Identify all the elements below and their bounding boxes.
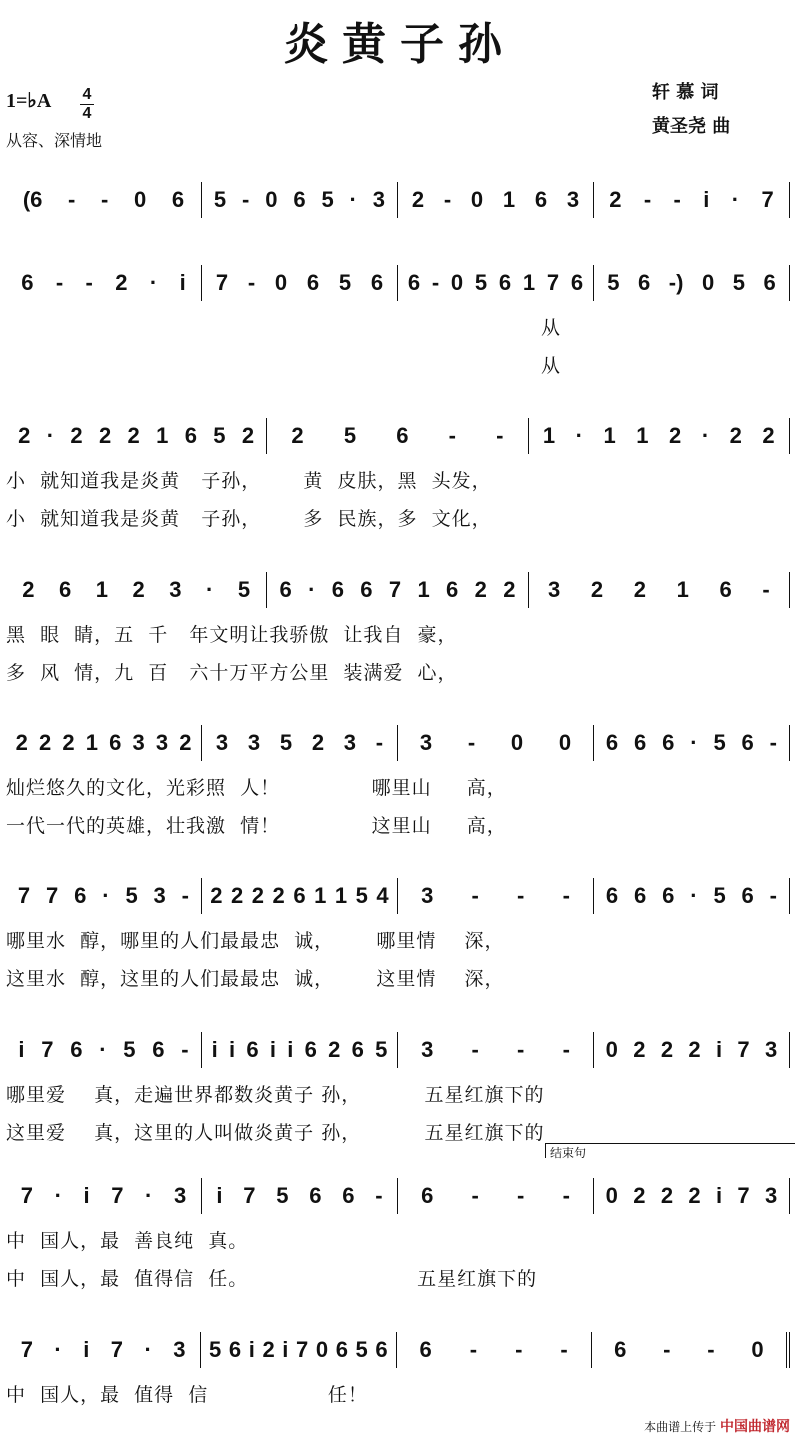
note: - <box>517 1183 525 1208</box>
note: 5 <box>713 883 726 908</box>
note: 6 <box>109 730 122 755</box>
note: · <box>701 423 710 448</box>
lyric-line: 黑 眼 睛，五 千 年文明让我骄傲 让我自 豪， <box>6 624 458 646</box>
key-signature: 1=♭A <box>6 90 52 112</box>
note: 3 <box>547 577 561 602</box>
note: · <box>99 1037 107 1062</box>
measure <box>6 182 202 218</box>
note: i <box>179 270 186 295</box>
note: 0 <box>701 270 715 295</box>
note: 7 <box>737 1183 750 1208</box>
lyric-line: 哪里水 醇，哪里的人们最最忠 诚， 哪里情 深， <box>6 930 505 952</box>
note: - <box>467 730 476 755</box>
note: 5 <box>125 883 138 908</box>
note: 0 <box>315 1337 329 1362</box>
note: 5 <box>279 730 293 755</box>
note: 2 <box>688 1183 701 1208</box>
note: · <box>54 1183 62 1208</box>
note: i <box>83 1337 90 1362</box>
note: - <box>643 187 652 212</box>
note: 6 <box>342 1183 355 1208</box>
note: i <box>83 1183 90 1208</box>
measure <box>201 1332 396 1368</box>
measure <box>594 1032 790 1068</box>
note: - <box>562 883 570 908</box>
note: - <box>517 1037 525 1062</box>
note: 5 <box>474 270 488 295</box>
staff-system <box>6 182 790 218</box>
note: 2 <box>62 730 75 755</box>
measure <box>202 1032 398 1068</box>
measure <box>529 418 790 454</box>
note: i <box>248 1337 255 1362</box>
note: 2 <box>633 577 646 602</box>
note: 7 <box>243 1183 256 1208</box>
note: 5 <box>213 187 227 212</box>
note: 2 <box>22 577 35 602</box>
note: 7 <box>546 270 560 295</box>
staff-system <box>6 265 790 377</box>
measure <box>594 1178 790 1214</box>
lyric-line: 这里爱 真，这里的人叫做炎黄子 孙， 五星红旗下的 <box>6 1122 545 1144</box>
note: 6 <box>306 270 320 295</box>
note: 2 <box>251 883 265 908</box>
note: 0 <box>605 1037 618 1062</box>
note: i <box>287 1037 294 1062</box>
note: - <box>560 1337 568 1362</box>
note: 1 <box>542 423 556 448</box>
meter-top: 4 <box>82 86 92 103</box>
note: 6 <box>719 577 732 602</box>
note: 6 <box>662 730 675 755</box>
note: · <box>54 1337 62 1362</box>
measure <box>202 1178 398 1214</box>
measure <box>6 878 202 914</box>
note: 2 <box>179 730 192 755</box>
measure <box>267 572 528 608</box>
note: 2 <box>98 423 112 448</box>
note: 2 <box>688 1037 701 1062</box>
note: 5 <box>732 270 745 295</box>
note: 0 <box>274 270 288 295</box>
note: 6 <box>171 187 185 212</box>
note: 0 <box>450 270 464 295</box>
note: 2 <box>262 1337 275 1362</box>
note: 7 <box>20 1183 34 1208</box>
note: 7 <box>388 577 402 602</box>
song-title: 炎黄子孙 <box>284 19 516 70</box>
note: · <box>144 1337 152 1362</box>
note: · <box>145 1183 153 1208</box>
lyric-line: 这里水 醇，这里的人们最最忠 诚， 这里情 深， <box>6 968 505 990</box>
note: 6 <box>396 423 409 448</box>
note: 6 <box>534 187 548 212</box>
measure <box>6 1178 202 1214</box>
note: - <box>448 423 456 448</box>
note: 6 <box>360 577 373 602</box>
note: 5 <box>237 577 251 602</box>
note: 6 <box>446 577 459 602</box>
note: 7 <box>41 1037 54 1062</box>
note: 0 <box>134 187 147 212</box>
note: (6 <box>22 187 43 212</box>
lyric-line: 小 就知道我是炎黄 子孙， 黄 皮肤，黑 头发， <box>6 470 492 492</box>
note: - <box>496 423 504 448</box>
note: 2 <box>660 1183 674 1208</box>
note: 6 <box>351 1037 364 1062</box>
note: 3 <box>247 730 261 755</box>
note: - <box>515 1337 523 1362</box>
measure <box>202 265 398 301</box>
note: 4 <box>376 883 389 908</box>
staff-system <box>6 725 790 837</box>
note: - <box>469 1337 478 1362</box>
note: 1 <box>603 423 616 448</box>
note: 3 <box>173 1337 186 1362</box>
note: · <box>731 187 740 212</box>
note: 3 <box>421 883 434 908</box>
measure <box>594 878 790 914</box>
note: - <box>562 1037 570 1062</box>
lyric-line: 中 国人，最 善良纯 真。 <box>6 1230 249 1252</box>
note: 2 <box>590 577 604 602</box>
staff-system <box>6 418 790 530</box>
tempo-marking: 从容、深情地 <box>6 131 103 150</box>
lyricist-credit: 轩 慕 词 <box>652 82 719 103</box>
note: 6 <box>634 730 647 755</box>
lyric-line: 从 <box>6 317 562 339</box>
note: 3 <box>419 730 433 755</box>
time-signature <box>80 86 94 123</box>
note: 6 <box>246 1037 259 1062</box>
note: 6 <box>74 883 87 908</box>
measure <box>398 182 594 218</box>
note: · <box>149 270 158 295</box>
note: 5 <box>209 1337 222 1362</box>
notes-line <box>6 418 790 454</box>
note: · <box>102 883 110 908</box>
notes-line <box>6 182 790 218</box>
note: 3 <box>132 730 145 755</box>
note: 1 <box>502 187 516 212</box>
note: 2 <box>633 1183 646 1208</box>
note: - <box>242 187 250 212</box>
note: 6 <box>634 883 647 908</box>
note: 6 <box>662 883 675 908</box>
note: 6 <box>605 730 619 755</box>
note: 2 <box>38 730 52 755</box>
footer-brand: 中国曲谱网 <box>720 1419 790 1435</box>
measure <box>398 1032 594 1068</box>
note: 6 <box>421 1183 434 1208</box>
note: - <box>247 270 256 295</box>
note: - <box>762 577 770 602</box>
note: 2 <box>660 1037 674 1062</box>
measure <box>6 418 267 454</box>
note: 2 <box>669 423 682 448</box>
note: 6 <box>331 577 344 602</box>
note: - <box>562 1183 570 1208</box>
footer <box>644 1416 790 1436</box>
note: 3 <box>372 187 385 212</box>
note: 5 <box>713 730 726 755</box>
measure <box>6 572 267 608</box>
note: - <box>443 187 452 212</box>
note: - <box>85 270 93 295</box>
note: 2 <box>729 423 742 448</box>
note: · <box>308 577 316 602</box>
lyric-line: 多 风 情，九 百 六十万平方公里 装满爱 心， <box>6 662 458 684</box>
staff-system <box>6 1032 790 1144</box>
note: 2 <box>210 883 223 908</box>
note: - <box>375 1183 383 1208</box>
note: 2 <box>272 883 285 908</box>
note: i <box>211 1037 218 1062</box>
measure <box>398 1178 594 1214</box>
notes-line <box>6 878 790 914</box>
note: 1 <box>334 883 348 908</box>
note: 7 <box>737 1037 750 1062</box>
note: 6 <box>279 577 292 602</box>
measure <box>398 878 594 914</box>
note: · <box>206 577 214 602</box>
note: - <box>471 883 479 908</box>
note: 6 <box>614 1337 627 1362</box>
notes-line <box>6 572 790 608</box>
note: 7 <box>20 1337 33 1362</box>
staff-system <box>6 1332 790 1406</box>
note: 5 <box>276 1183 289 1208</box>
note: 5 <box>213 423 226 448</box>
note: 5 <box>607 270 620 295</box>
measure <box>397 1332 592 1368</box>
note: 6 <box>741 730 754 755</box>
note: 6 <box>309 1183 322 1208</box>
note: 0 <box>558 730 572 755</box>
measure <box>6 265 202 301</box>
note: 7 <box>296 1337 309 1362</box>
note: 2 <box>15 730 28 755</box>
measure <box>267 418 528 454</box>
note: 1 <box>314 883 327 908</box>
note: - <box>769 730 777 755</box>
note: · <box>690 730 698 755</box>
note: 2 <box>474 577 487 602</box>
measure <box>594 265 790 301</box>
note: 5 <box>375 1037 388 1062</box>
note: 7 <box>111 1183 124 1208</box>
lyric-line: 小 就知道我是炎黄 子孙， 多 民族，多 文化， <box>6 508 492 530</box>
note: 7 <box>17 883 31 908</box>
notes-line <box>6 1332 790 1368</box>
note: 1 <box>156 423 169 448</box>
footer-text: 本曲谱上传于 <box>644 1420 717 1434</box>
note: 0 <box>265 187 278 212</box>
measure <box>202 725 398 761</box>
note: i <box>703 187 710 212</box>
measure <box>594 182 790 218</box>
note: 6 <box>763 270 776 295</box>
note: - <box>471 1183 479 1208</box>
measure <box>398 725 594 761</box>
measure <box>529 572 790 608</box>
note: 1 <box>522 270 536 295</box>
lyric-line: 灿烂悠久的文化，光彩照 人！ 哪里山 高， <box>6 777 507 799</box>
measure <box>6 1032 202 1068</box>
note: 6 <box>59 577 72 602</box>
note: 6 <box>419 1337 432 1362</box>
note: - <box>181 883 189 908</box>
note: 2 <box>18 423 31 448</box>
measure <box>6 725 202 761</box>
note: 5 <box>343 423 357 448</box>
end-section-label: 结束句 <box>545 1143 795 1158</box>
staff-system <box>6 1178 790 1290</box>
note: 7 <box>110 1337 124 1362</box>
note: - <box>181 1037 189 1062</box>
notes-line <box>6 1178 790 1214</box>
note: 3 <box>765 1037 778 1062</box>
note: 7 <box>215 270 229 295</box>
note: 5 <box>123 1037 136 1062</box>
note: - <box>375 730 384 755</box>
note: 6 <box>498 270 512 295</box>
lyric-line: 中 国人，最 值得信 任。 五星红旗下的 <box>6 1268 538 1290</box>
notes-line <box>6 1032 790 1068</box>
lyric-line: 中 国人，最 值得 信 任！ <box>6 1384 368 1406</box>
note: - <box>663 1337 671 1362</box>
measure <box>594 725 790 761</box>
note: 2 <box>241 423 255 448</box>
note: 3 <box>169 577 182 602</box>
note: i <box>216 1183 223 1208</box>
note: 5 <box>355 883 368 908</box>
note: 3 <box>421 1037 434 1062</box>
note: 0 <box>751 1337 764 1362</box>
note: 1 <box>85 730 98 755</box>
note: 2 <box>231 883 244 908</box>
measure <box>398 265 594 301</box>
measure <box>202 182 398 218</box>
note: · <box>349 187 357 212</box>
note: 2 <box>132 577 145 602</box>
note: 1 <box>95 577 108 602</box>
lyric-line: 从 <box>6 355 562 377</box>
note: 2 <box>328 1037 341 1062</box>
note: 2 <box>503 577 516 602</box>
note: i <box>229 1037 236 1062</box>
note: 6 <box>375 1337 388 1362</box>
note: 6 <box>152 1037 165 1062</box>
note: 7 <box>761 187 774 212</box>
lyric-line: 哪里爱 真，走遍世界都数炎黄子 孙， 五星红旗下的 <box>6 1084 545 1106</box>
note: 1 <box>636 423 649 448</box>
note: 6 <box>370 270 384 295</box>
note: 5 <box>355 1337 368 1362</box>
note: i <box>18 1037 25 1062</box>
note: 3 <box>215 730 229 755</box>
note: · <box>575 423 583 448</box>
note: 2 <box>115 270 128 295</box>
note: 0 <box>470 187 484 212</box>
note: 6 <box>335 1337 348 1362</box>
note: 6 <box>293 187 306 212</box>
note: i <box>715 1183 723 1208</box>
note: 3 <box>173 1183 187 1208</box>
note: 6 <box>407 270 421 295</box>
note: 1 <box>676 577 689 602</box>
note: - <box>68 187 76 212</box>
note: 5 <box>321 187 334 212</box>
lyric-line: 一代一代的英雄，壮我激 情！ 这里山 高， <box>6 815 507 837</box>
note: i <box>282 1337 289 1362</box>
note: 0 <box>605 1183 618 1208</box>
staff-system <box>6 878 790 990</box>
note: - <box>471 1037 479 1062</box>
note: 2 <box>291 423 304 448</box>
note: 7 <box>46 883 59 908</box>
note: i <box>715 1037 723 1062</box>
note: 6 <box>741 883 754 908</box>
note: 6 <box>228 1337 242 1362</box>
note: 6 <box>21 270 34 295</box>
note: - <box>673 187 681 212</box>
note: i <box>269 1037 276 1062</box>
meter-bottom: 4 <box>82 105 92 122</box>
note: 3 <box>765 1183 778 1208</box>
note: - <box>517 883 525 908</box>
notes-line <box>6 265 790 301</box>
note: 2 <box>311 730 325 755</box>
note: 1 <box>417 577 430 602</box>
note: 0 <box>510 730 524 755</box>
note: 6 <box>184 423 197 448</box>
note: - <box>101 187 109 212</box>
note: 3 <box>566 187 580 212</box>
note: -) <box>668 270 684 295</box>
note: 5 <box>338 270 352 295</box>
note: 2 <box>70 423 83 448</box>
note: 6 <box>293 883 306 908</box>
note: 3 <box>153 883 166 908</box>
notes-line <box>6 725 790 761</box>
note: 2 <box>762 423 775 448</box>
note: 6 <box>70 1037 83 1062</box>
note: 3 <box>155 730 169 755</box>
note: 6 <box>638 270 651 295</box>
note: - <box>769 883 777 908</box>
note: 3 <box>343 730 357 755</box>
note: 6 <box>304 1037 317 1062</box>
note: 2 <box>633 1037 646 1062</box>
note: - <box>707 1337 715 1362</box>
note: · <box>46 423 55 448</box>
composer-credit: 黄圣尧 曲 <box>652 116 731 137</box>
measure <box>202 878 398 914</box>
note: 2 <box>411 187 425 212</box>
note: 6 <box>605 883 619 908</box>
note: 2 <box>127 423 140 448</box>
note: - <box>55 270 64 295</box>
note: 2 <box>609 187 622 212</box>
measure <box>6 1332 201 1368</box>
note: · <box>690 883 698 908</box>
measure <box>592 1332 790 1368</box>
note: 6 <box>570 270 584 295</box>
staff-system <box>6 572 790 684</box>
note: - <box>431 270 440 295</box>
